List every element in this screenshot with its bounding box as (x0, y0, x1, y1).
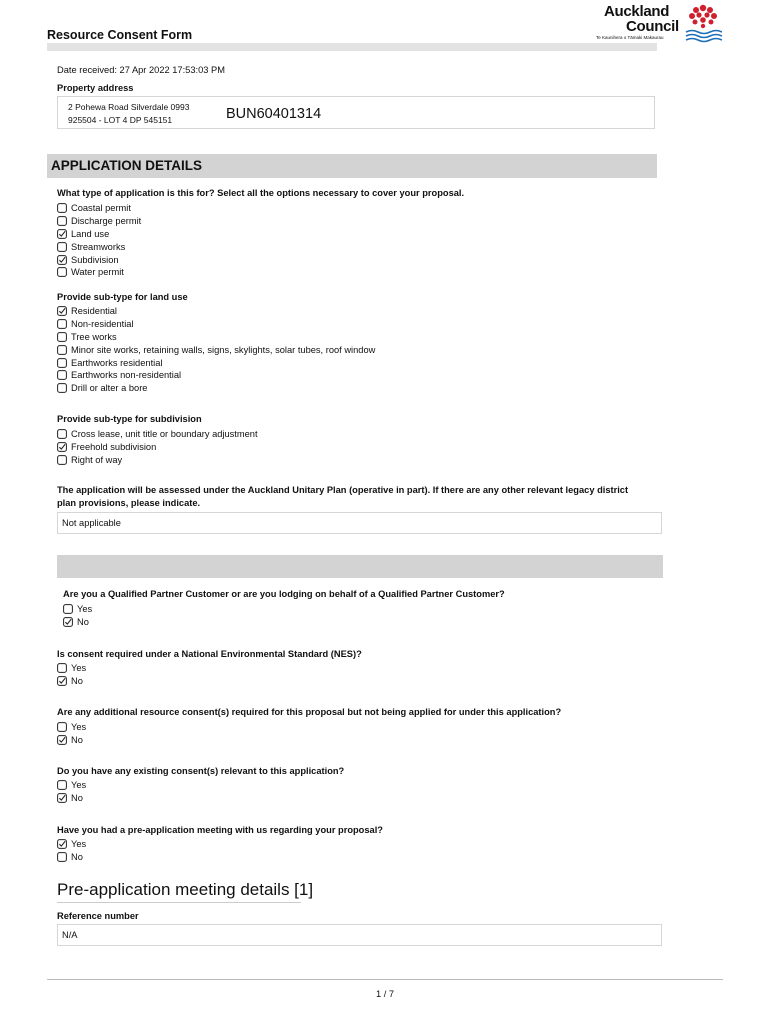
checked-box-icon[interactable] (57, 229, 67, 239)
option-label: Yes (71, 780, 87, 791)
checkbox-option[interactable] (57, 675, 86, 688)
option-label: No (71, 676, 83, 687)
checked-box-icon[interactable] (57, 735, 67, 745)
option-label: No (77, 617, 89, 628)
checked-box-icon[interactable] (57, 442, 67, 452)
unchecked-box-icon[interactable] (57, 216, 67, 226)
plan-question-line2: plan provisions, please indicate. (57, 498, 201, 508)
preapp-question: Have you had a pre-application meeting with us regarding your proposal? (57, 825, 383, 835)
checkbox-option[interactable] (57, 779, 86, 792)
reference-number-label: Reference number (57, 911, 139, 921)
checkbox-option[interactable] (57, 305, 375, 318)
existing-consent-options (57, 779, 86, 805)
option-label: Yes (71, 722, 87, 733)
option-label: Earthworks residential (71, 357, 163, 368)
plan-answer-box (57, 512, 662, 534)
checkbox-option[interactable] (57, 838, 86, 851)
option-label: Right of way (71, 454, 123, 465)
checked-box-icon[interactable] (63, 617, 73, 627)
plan-answer: Not applicable (62, 518, 121, 528)
unchecked-box-icon[interactable] (57, 319, 67, 329)
option-label: No (71, 793, 83, 804)
unchecked-box-icon[interactable] (57, 203, 67, 213)
nes-options (57, 662, 86, 688)
unchecked-box-icon[interactable] (57, 358, 67, 368)
address-line2: 925504 - LOT 4 DP 545151 (68, 115, 173, 125)
logo-tagline: Te Kaunihera o Tāmaki Makaurau (596, 35, 664, 40)
option-label: Non-residential (71, 319, 134, 330)
checkbox-option[interactable] (57, 356, 375, 369)
unchecked-box-icon[interactable] (57, 663, 67, 673)
checkbox-option[interactable] (57, 662, 86, 675)
existing-consent-question: Do you have any existing consent(s) relevant to this application? (57, 766, 345, 776)
subdivision-question: Provide sub-type for subdivision (57, 414, 202, 424)
section-header-blank (57, 555, 663, 578)
property-address-box (57, 96, 655, 129)
qpc-question: Are you a Qualified Partner Customer or are you lodging on behalf of a Qualified Partner Customer? (63, 589, 505, 599)
nes-question: Is consent required under a National Environmental Standard (NES)? (57, 649, 362, 659)
property-address-label: Property address (57, 83, 134, 93)
application-type-question: What type of application is this for? Select all the options necessary to cover your proposal. (57, 188, 465, 198)
qpc-options (63, 603, 92, 629)
option-label: Earthworks non-residential (71, 370, 182, 381)
unchecked-box-icon[interactable] (57, 242, 67, 252)
option-label: No (71, 735, 83, 746)
checked-box-icon[interactable] (57, 255, 67, 265)
section-title: APPLICATION DETAILS (51, 158, 202, 173)
option-label: Minor site works, retaining walls, signs, skylights, solar tubes, roof window (71, 344, 376, 355)
unchecked-box-icon[interactable] (57, 345, 67, 355)
land-use-list (57, 305, 375, 395)
header-bar (47, 43, 657, 51)
address-line1: 2 Pohewa Road Silverdale 0993 (68, 102, 190, 112)
checkbox-option[interactable] (57, 253, 141, 266)
date-received: Date received: 27 Apr 2022 17:53:03 PM (57, 65, 225, 75)
checkbox-option[interactable] (63, 616, 92, 629)
application-type-list (57, 202, 141, 279)
option-label: Streamworks (71, 241, 126, 252)
checked-box-icon[interactable] (57, 306, 67, 316)
option-label: Land use (71, 228, 110, 239)
auckland-council-logo (596, 2, 722, 44)
page-number: 1 / 7 (375, 989, 395, 999)
checkbox-option[interactable] (57, 428, 258, 441)
subdivision-list (57, 428, 258, 466)
option-label: Yes (71, 839, 87, 850)
preapp-options (57, 838, 86, 864)
pohutukawa-flower-icon (684, 2, 722, 44)
unchecked-box-icon[interactable] (57, 370, 67, 380)
unchecked-box-icon[interactable] (57, 267, 67, 277)
heading-underline (57, 902, 301, 903)
checkbox-option[interactable] (57, 202, 141, 215)
checkbox-option[interactable] (57, 382, 375, 395)
checkbox-option[interactable] (63, 603, 92, 616)
option-label: Water permit (71, 267, 124, 278)
option-label: Yes (77, 604, 93, 615)
option-label: Yes (71, 663, 87, 674)
reference-number-box (57, 924, 662, 946)
option-label: No (71, 852, 83, 863)
checkbox-option[interactable] (57, 318, 375, 331)
option-label: Cross lease, unit title or boundary adjustment (71, 429, 258, 440)
additional-consent-options (57, 721, 86, 747)
preapp-details-heading: Pre-application meeting details [1] (57, 880, 314, 899)
option-label: Residential (71, 306, 117, 317)
option-label: Subdivision (71, 254, 119, 265)
unchecked-box-icon[interactable] (57, 722, 67, 732)
option-label: Tree works (71, 331, 117, 342)
checkbox-option[interactable] (57, 721, 86, 734)
checkbox-option[interactable] (57, 266, 141, 279)
option-label: Discharge permit (71, 216, 142, 227)
checkbox-option[interactable] (57, 734, 86, 747)
checkbox-option[interactable] (57, 369, 375, 382)
footer-divider (47, 979, 723, 980)
land-use-question: Provide sub-type for land use (57, 292, 188, 302)
logo-line1: Auckland (604, 3, 670, 20)
unchecked-box-icon[interactable] (57, 383, 67, 393)
checkbox-option[interactable] (57, 792, 86, 805)
checkbox-option[interactable] (57, 343, 375, 356)
checkbox-option[interactable] (57, 454, 258, 467)
checkbox-option[interactable] (57, 240, 141, 253)
unchecked-box-icon[interactable] (63, 604, 73, 614)
reference-id: BUN60401314 (226, 106, 322, 122)
unchecked-box-icon[interactable] (57, 429, 67, 439)
checkbox-option[interactable] (57, 851, 86, 864)
additional-consent-question: Are any additional resource consent(s) required for this proposal but not being applied for under this application? (57, 707, 562, 717)
unchecked-box-icon[interactable] (57, 455, 67, 465)
unchecked-box-icon[interactable] (57, 780, 67, 790)
plan-question-line1: The application will be assessed under the Auckland Unitary Plan (operative in part). If there are any other relevant legacy district (57, 485, 629, 495)
option-label: Freehold subdivision (71, 442, 157, 453)
section-header-application-details (47, 154, 657, 178)
option-label: Drill or alter a bore (71, 383, 148, 394)
form-title: Resource Consent Form (47, 28, 193, 42)
checkbox-option[interactable] (57, 215, 141, 228)
checked-box-icon[interactable] (57, 676, 67, 686)
unchecked-box-icon[interactable] (57, 332, 67, 342)
checked-box-icon[interactable] (57, 839, 67, 849)
checked-box-icon[interactable] (57, 793, 67, 803)
checkbox-option[interactable] (57, 228, 141, 241)
reference-number-value: N/A (62, 930, 78, 940)
checkbox-option[interactable] (57, 331, 375, 344)
option-label: Coastal permit (71, 203, 131, 214)
logo-line2: Council (626, 18, 679, 35)
checkbox-option[interactable] (57, 441, 258, 454)
unchecked-box-icon[interactable] (57, 852, 67, 862)
